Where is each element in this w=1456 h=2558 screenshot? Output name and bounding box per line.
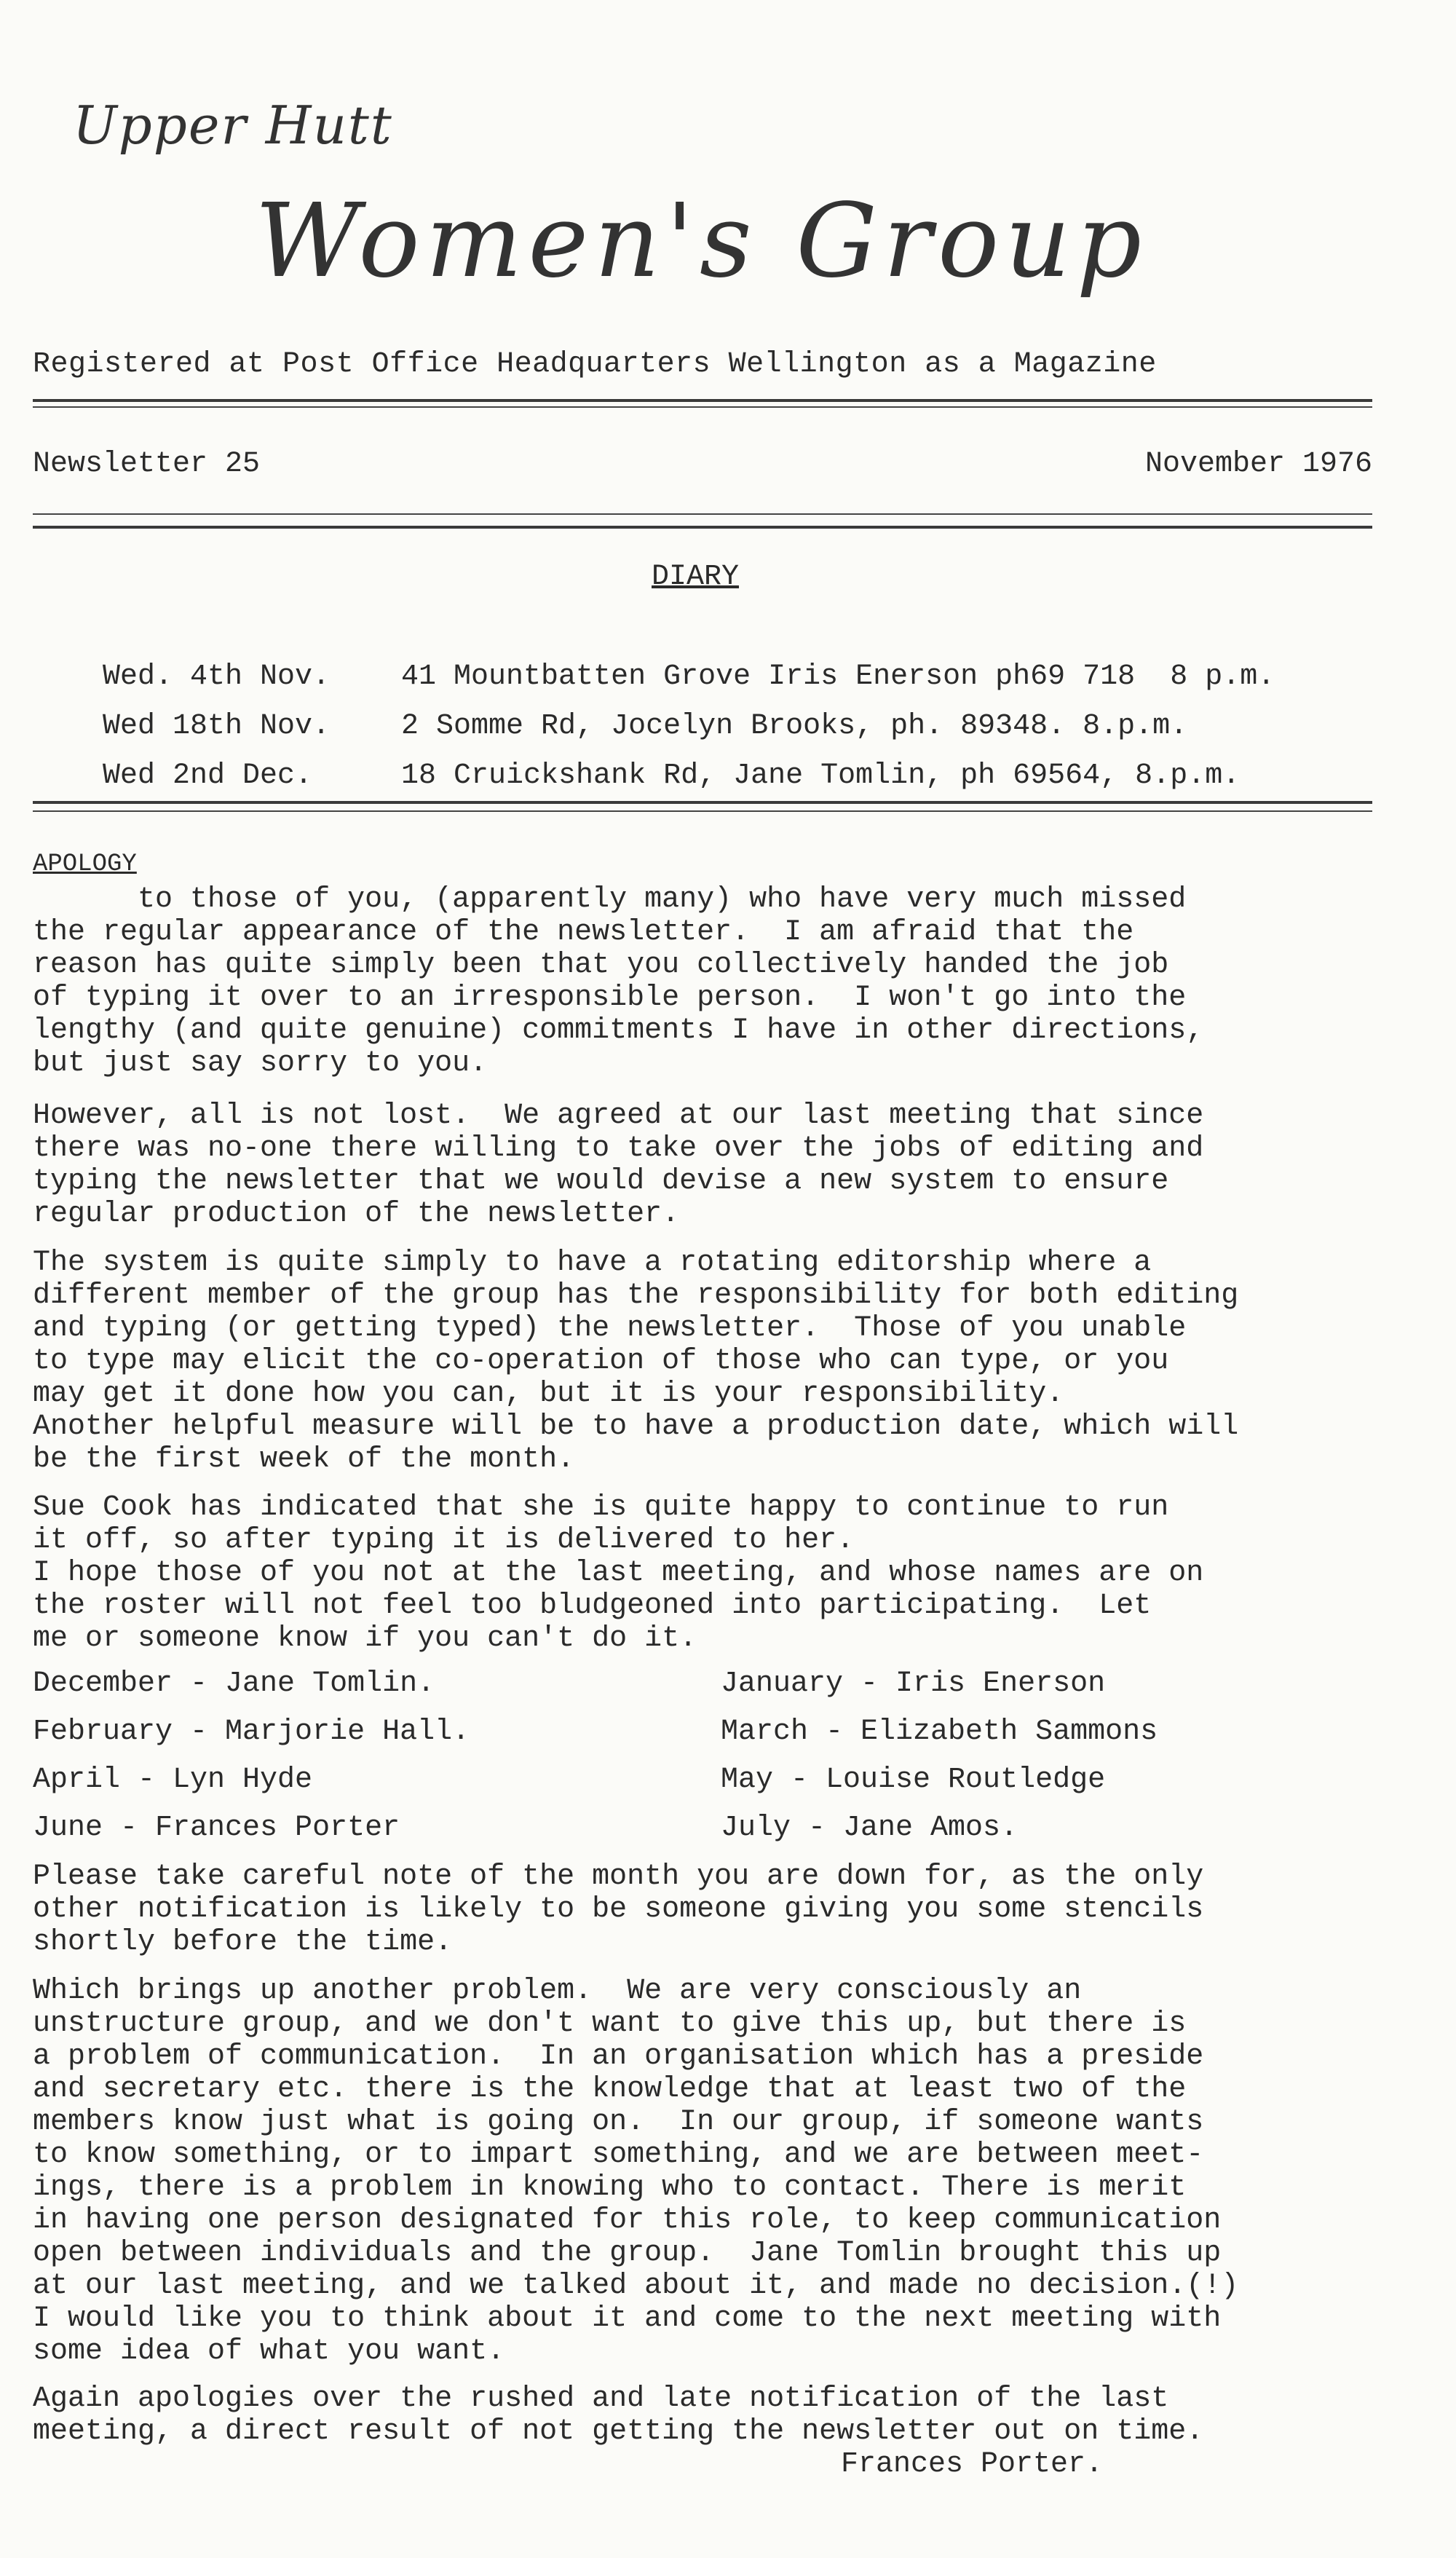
paragraph: However, all is not lost. We agreed at our last meeting that since there was no-one there willing to take over the jobs of editing and typing the newsletter that we would devise a new system to ensure regular production of the newsletter. [33,1100,1204,1231]
newsletter-number: Newsletter 25 [33,448,261,481]
diary-date: Wed 18th Nov. [103,710,331,743]
paragraph: Please take careful note of the month you are down for, as the only other notification is likely to be someone giving you some stencils shortly before the time. [33,1860,1204,1959]
paragraph: Again apologies over the rushed and late notification of the last meeting, a direct result of not getting the newsletter out on time. [33,2383,1204,2448]
masthead-place: Upper Hutt [73,95,393,156]
paragraph: The system is quite simply to have a rotating editorship where a different member of the group has the responsibility for both editing and typing (or getting typed) the newsletter. Those of you unable to type may elicit the co-operation of those who can type, or you may get it done how you can, but it is your responsibility. Another helpful measure will be to have a production date, which will be the first week of the month. [33,1247,1239,1476]
masthead-title: Women's Group [255,182,1148,301]
divider [33,526,1372,529]
diary-date: Wed 2nd Dec. [103,759,313,792]
apology-heading: APOLOGY [33,850,137,878]
roster-entry: April - Lyn Hyde [33,1764,313,1796]
roster-row [33,1716,1401,1752]
roster-entry: July - Jane Amos. [721,1812,1018,1844]
roster-row [33,1667,1401,1704]
paragraph: Sue Cook has indicated that she is quite happy to continue to run it off, so after typing it is delivered to her. I hope those of you not at the last meeting, and whose names are on the roster will not feel too bludgeoned into participating. Let me or someone know if you can't do it. [33,1491,1204,1655]
roster-row [33,1812,1401,1848]
signature: Frances Porter. [841,2448,1104,2481]
divider [33,406,1372,408]
diary-date: Wed. 4th Nov. [103,660,331,693]
divider [33,399,1372,402]
registration-line: Registered at Post Office Headquarters Wellington as a Magazine [33,348,1157,381]
newsletter-date: November 1976 [1144,448,1372,481]
diary-heading: DIARY [651,561,740,593]
diary-details: 2 Somme Rd, Jocelyn Brooks, ph. 89348. 8.p.m. [401,710,1188,743]
roster-entry: February - Marjorie Hall. [33,1716,470,1748]
divider [33,801,1372,804]
paragraph: to those of you, (apparently many) who have very much missed the regular appearance of the newsletter. I am afraid that the reason has quite simply been that you collectively handed the job of typing it over to an irresponsible person. I won't go into the lengthy (and quite genuine) commitments I have in other directions, but just say sorry to you. [33,883,1204,1080]
roster-entry: March - Elizabeth Sammons [721,1716,1158,1748]
roster-entry: January - Iris Enerson [721,1667,1106,1700]
roster-entry: May - Louise Routledge [721,1764,1106,1796]
divider [33,513,1372,515]
roster-entry: June - Frances Porter [33,1812,400,1844]
paragraph: Which brings up another problem. We are very consciously an unstructure group, and we don't want to give this up, but there is a problem of communication. In an organisation which has a preside and secretary etc. there is the knowledge that at least two of the members know just what is going on. In our group, if someone wants to know something, or to impart something, and we are between meet- ings, there is a problem in knowing who to contact. There is merit in having one person designated for this role, to keep communication open between individuals and the group. Jane Tomlin brought this up at our last meeting, and we talked about it, and made no decision.(!) I would like you to think about it and come to the next meeting with some idea of what you want. [33,1975,1239,2368]
divider [33,810,1372,812]
diary-details: 41 Mountbatten Grove Iris Enerson ph69 718 8 p.m. [401,660,1275,693]
roster-row [33,1764,1401,1800]
roster-entry: December - Jane Tomlin. [33,1667,435,1700]
diary-details: 18 Cruickshank Rd, Jane Tomlin, ph 69564, 8.p.m. [401,759,1241,792]
